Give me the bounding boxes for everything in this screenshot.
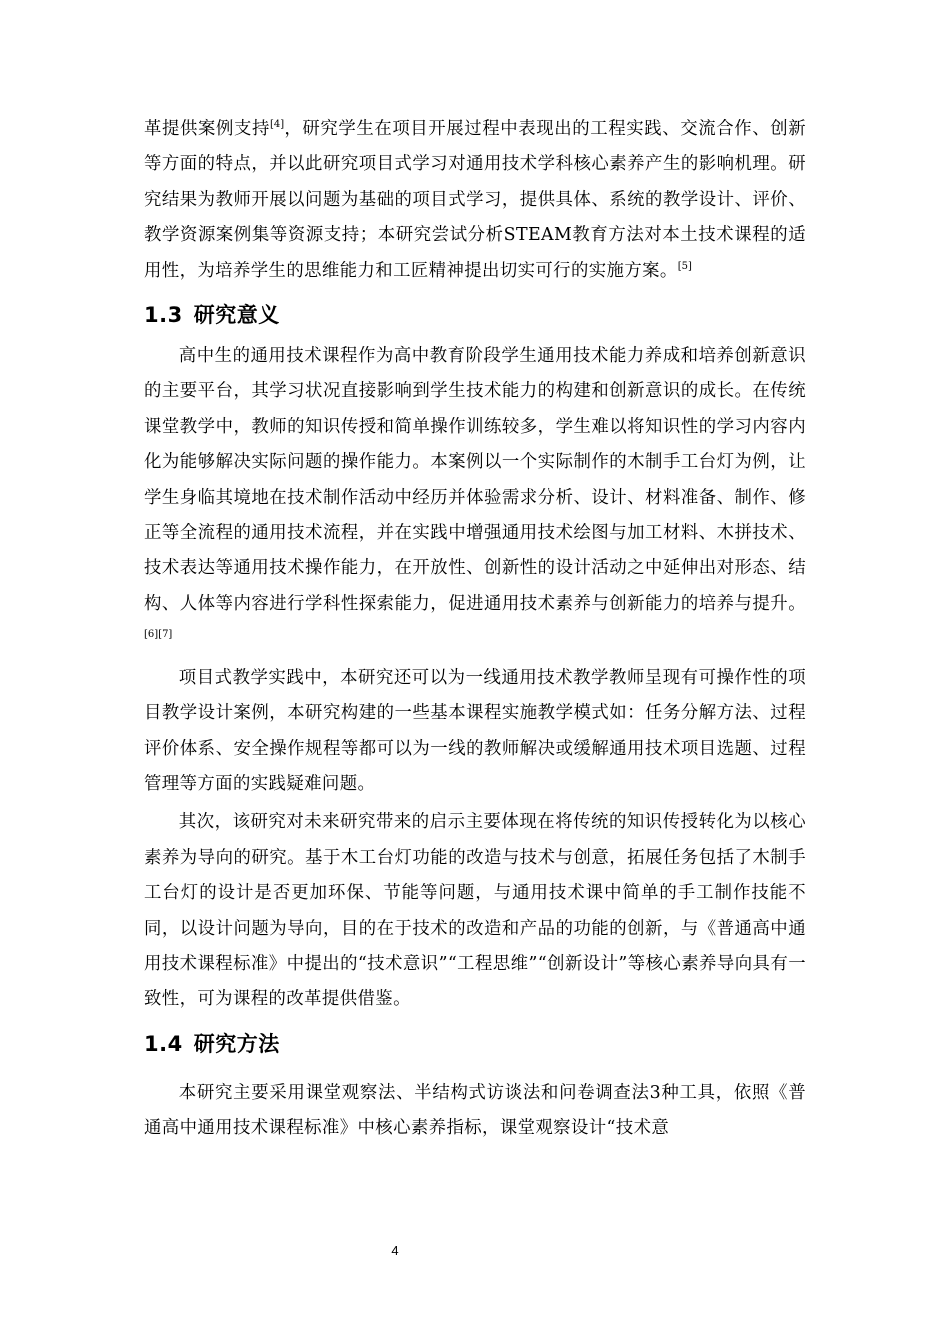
page-number: 4	[391, 1243, 399, 1258]
paragraph-practice: 项目式教学实践中，本研究还可以为一线通用技术教学教师呈现有可操作性的项目教学设计案例，本研究构建的一些基本课程实施教学模式如：任务分解方法、过程评价体系、安全操作规程等都可以为一线的教师解决或缓解通用技术项目选题、过程管理等方面的实践疑难问题。	[144, 667, 806, 794]
paragraph-text: 高中生的通用技术课程作为高中教育阶段学生通用技术能力养成和培养创新意识的主要平台，其学习状况直接影响到学生技术能力的构建和创新意识的成长。在传统课堂教学中，教师的知识传授和简单操作训练较多，学生难以将知识性的学习内容内化为能够解决实际问题的操作能力。本案例以一个实际制作的木制手工台灯为例，让学生身临其境地在技术制作活动中经历并体验需求分析、设计、材料准备、制作、修正等全流程的通用技术流程，并在实践中增强通用技术绘图与加工材料、木拼技术、技术表达等通用技术操作能力，在开放性、创新性的设计活动之中延伸出对形态、结构、人体等内容进行学科性探索能力，促进通用技术素养与创新能力的培养与提升。	[144, 346, 806, 614]
paragraph-significance	[144, 339, 806, 658]
citation-ref: [5]	[677, 260, 692, 272]
paragraph-text: 革提供案例支持	[144, 119, 270, 139]
citation-ref: [6][7]	[144, 629, 173, 641]
paragraph-continuation	[144, 112, 806, 289]
section-number: 1.4	[144, 1031, 183, 1056]
paragraph-text: ，研究学生在项目开展过程中表现出的工程实践、交流合作、创新等方面的特点，并以此研究项目式学习对通用技术学科核心素养产生的影响机理。研究结果为教师开展以问题为基础的项目式学习，提供具体、系统的教学设计、评价、教学资源案例集等资源支持；本研究尝试分析STEAM教育方法对本土技术课程的适用性，为培养学生的思维能力和工匠精神提出切实可行的实施方案。	[144, 119, 806, 281]
section-title: 研究意义	[193, 303, 280, 328]
paragraph-methods: 本研究主要采用课堂观察法、半结构式访谈法和问卷调查法3种工具，依照《普通高中通用技术课程标准》中核心素养指标，课堂观察设计“技术意	[144, 1082, 806, 1139]
page-content	[144, 112, 806, 1147]
section-number: 1.3	[144, 303, 183, 328]
section-heading-1-4	[144, 1024, 806, 1064]
section-heading-1-3	[144, 295, 806, 335]
paragraph-inspiration: 其次，该研究对未来研究带来的启示主要体现在将传统的知识传授转化为以核心素养为导向的研究。基于木工台灯功能的改造与技术与创意，拓展任务包括了木制手工台灯的设计是否更加环保、节能等问题，与通用技术课中简单的手工制作技能不同，以设计问题为导向，目的在于技术的改造和产品的功能的创新，与《普通高中通用技术课程标准》中提出的“技术意识”“工程思维”“创新设计”等核心素养导向具有一致性，可为课程的改革提供借鉴。	[144, 812, 806, 1010]
section-title: 研究方法	[193, 1031, 280, 1056]
citation-ref: [4]	[269, 119, 285, 131]
